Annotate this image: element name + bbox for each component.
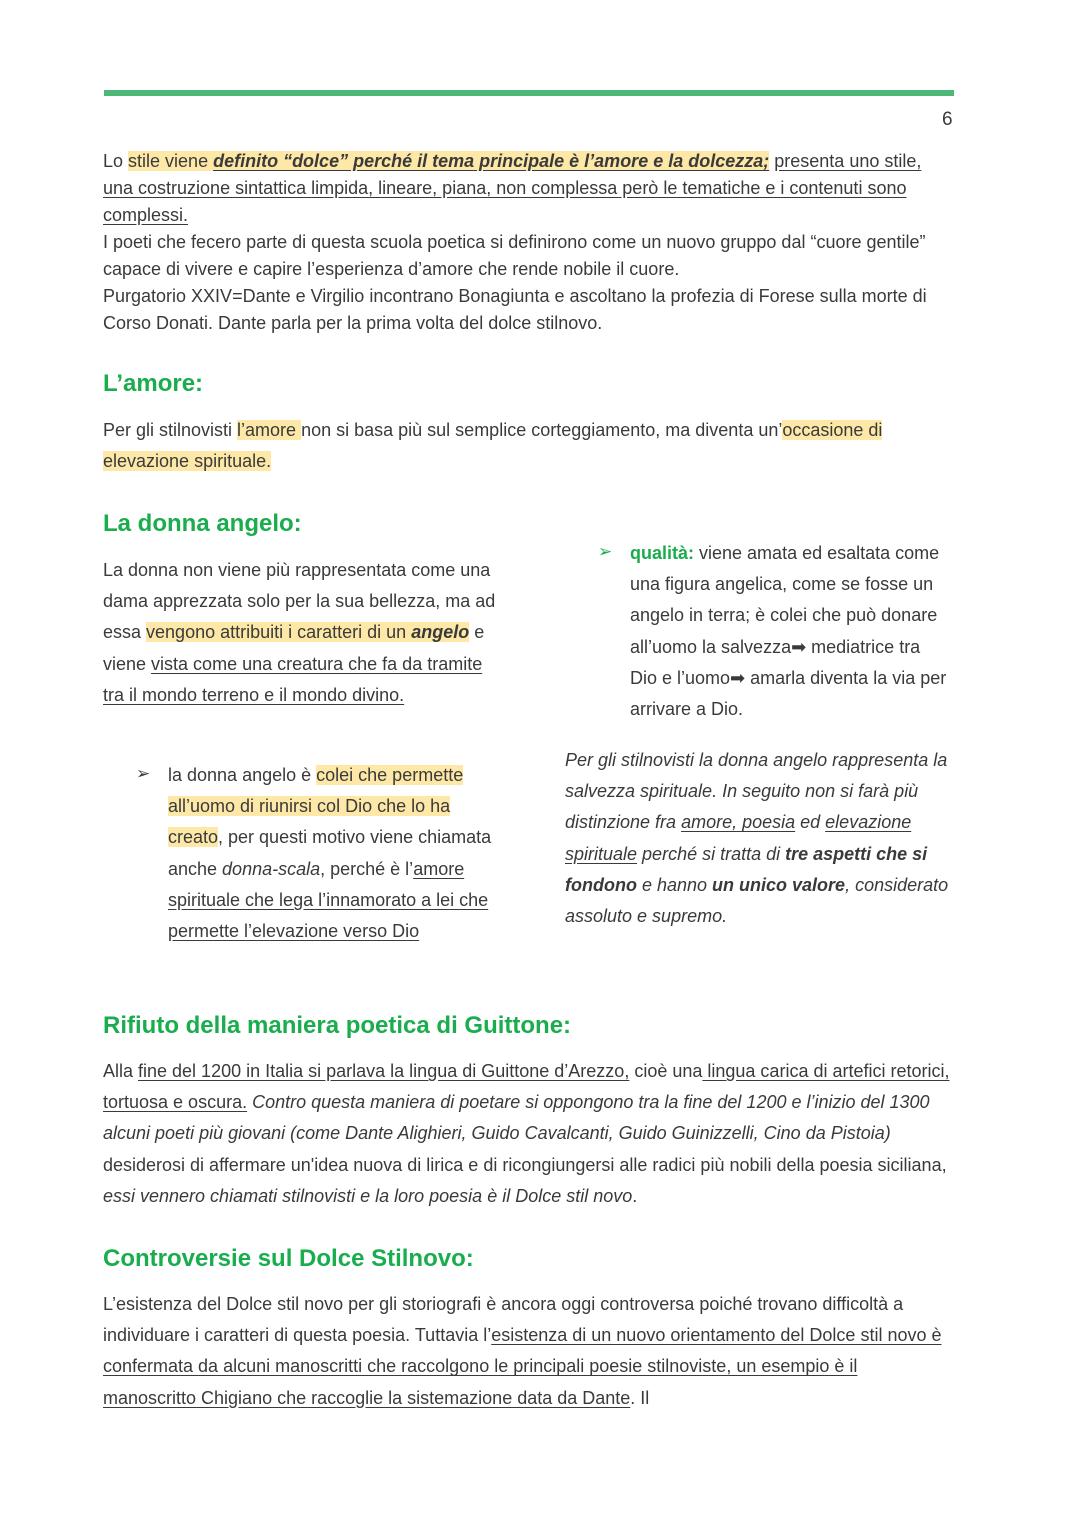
text-run: e hanno	[636, 874, 713, 895]
text-run: Lo	[103, 151, 129, 171]
text-run: ed	[795, 812, 826, 833]
text-run: la donna angelo è	[168, 765, 317, 785]
qualita-bullet	[630, 538, 950, 725]
text-run: non si basa più sul semplice corteggiamento, ma diventa un’	[301, 420, 783, 440]
text-run: e viene	[103, 622, 485, 674]
text-run: angelo	[411, 622, 470, 643]
intro-paragraph-3: Purgatorio XXIV=Dante e Virgilio incontrano Bonagiunta e ascoltano la profezia di Forese sulla morte di Corso Donati. Dante parla per la prima volta del dolce stilnovo.	[103, 286, 927, 333]
text-run: occasione di elevazione spirituale.	[103, 420, 883, 472]
text-run: amore spirituale che lega l’innamorato a lei che permette l’elevazione verso Dio	[168, 858, 489, 942]
text-run: donna-scala	[222, 858, 321, 879]
text-run: , perché è l’	[320, 858, 414, 879]
heading-controversie: Controversie sul Dolce Stilnovo:	[103, 1245, 474, 1272]
text-run: viene amata ed esaltata come una figura angelica, come se fosse un angelo in terra; è colei che può donare all’uomo la salvezza➡ mediatrice tra Dio e l’uomo➡ amarla diventa la via per arrivare a Dio.	[630, 543, 947, 720]
heading-amore: L’amore:	[103, 370, 204, 397]
text-run: definito “dolce” perché il tema principale è l’amore e la dolcezza;	[213, 151, 770, 171]
donna-summary-paragraph	[565, 745, 965, 932]
bullet-arrow-icon: ➢	[598, 542, 613, 561]
text-run: vengono attribuiti i caratteri di un	[146, 622, 412, 643]
text-run: fine del 1200 in Italia si parlava la lingua di Guittone d’Arezzo,	[138, 1061, 630, 1081]
text-run: vista come una creatura che fa da tramite tra il mondo terreno e il mondo divino.	[103, 653, 483, 705]
intro-section	[103, 148, 953, 337]
text-run: , per questi motivo viene chiamata anche	[168, 827, 492, 879]
heading-donna-angelo: La donna angelo:	[103, 510, 302, 537]
text-run: esistenza di un nuovo orientamento del Dolce stil novo è confermata da alcuni manoscritti che raccolgono le principali poesie stilnoviste, un esempio è il manoscritto Chigiano che raccoglie la sistemazione data da Dante	[103, 1325, 942, 1408]
intro-paragraph-2: I poeti che fecero parte di questa scuola poetica si definirono come un nuovo gruppo dal “cuore gentile” capace di vivere e capire l’esperienza d’amore che rende nobile il cuore.	[103, 232, 926, 279]
text-run: Alla	[103, 1061, 139, 1081]
text-run: un unico valore	[712, 874, 846, 895]
intro-paragraph-1	[103, 148, 953, 229]
text-run: , considerato assoluto e supremo.	[565, 874, 949, 927]
controversie-paragraph	[103, 1289, 948, 1414]
text-run: Contro questa maniera di poetare si oppongono tra la fine del 1200 e l’inizio del 1300 alcuni poeti più giovani (come Dante Alighieri, Guido Cavalcanti, Guido Guinizzelli, Cino da Pistoia)	[103, 1092, 930, 1144]
donna-bullet-left	[168, 760, 498, 947]
text-run: desiderosi di affermare un'idea nuova di lirica e di ricongiungersi alle radici più nobili della poesia siciliana,	[103, 1154, 947, 1175]
text-run: Per gli stilnovisti la donna angelo rappresenta la salvezza spirituale. In seguito non si farà più distinzione fra	[565, 750, 948, 833]
text-run: cioè una	[629, 1061, 703, 1081]
text-run: La donna non viene più rappresentata come una dama apprezzata solo per la sua bellezza, ma ad essa	[103, 560, 496, 643]
text-run: . Il	[630, 1387, 650, 1408]
text-run: presenta uno stile, una costruzione sintattica limpida, lineare, piana, non complessa però le tematiche e i contenuti sono complessi.	[103, 151, 922, 225]
text-run: lingua carica di artefici retorici, tortuosa e oscura.	[103, 1061, 950, 1113]
text-run: stile viene	[128, 151, 214, 171]
text-run: Per gli stilnovisti	[103, 420, 238, 440]
text-run: colei che permette all’uomo di riunirsi col Dio che lo ha creato	[168, 765, 464, 848]
page-number: 6	[942, 109, 953, 130]
text-run: l’amore	[237, 420, 302, 440]
text-run: elevazione spirituale	[565, 812, 912, 864]
text-run: tre aspetti che si fondono	[565, 843, 928, 895]
text-run: L’esistenza del Dolce stil novo per gli storiografi è ancora oggi controversa poiché trovano difficoltà a individuare i caratteri di questa poesia. Tuttavia l’	[103, 1294, 904, 1346]
text-run: .	[632, 1185, 638, 1206]
text-run: perché si tratta di	[637, 843, 786, 864]
header-rule	[104, 90, 954, 96]
text-run: qualità:	[630, 543, 695, 563]
bullet-arrow-icon: ➢	[136, 764, 151, 783]
text-run: essi vennero chiamati stilnovisti e la loro poesia è il Dolce stil novo	[103, 1185, 633, 1206]
rifiuto-paragraph	[103, 1056, 971, 1212]
amore-paragraph	[103, 415, 963, 477]
text-run: amore, poesia	[681, 812, 796, 833]
heading-rifiuto: Rifiuto della maniera poetica di Guittone:	[103, 1012, 572, 1039]
donna-paragraph	[103, 555, 503, 711]
